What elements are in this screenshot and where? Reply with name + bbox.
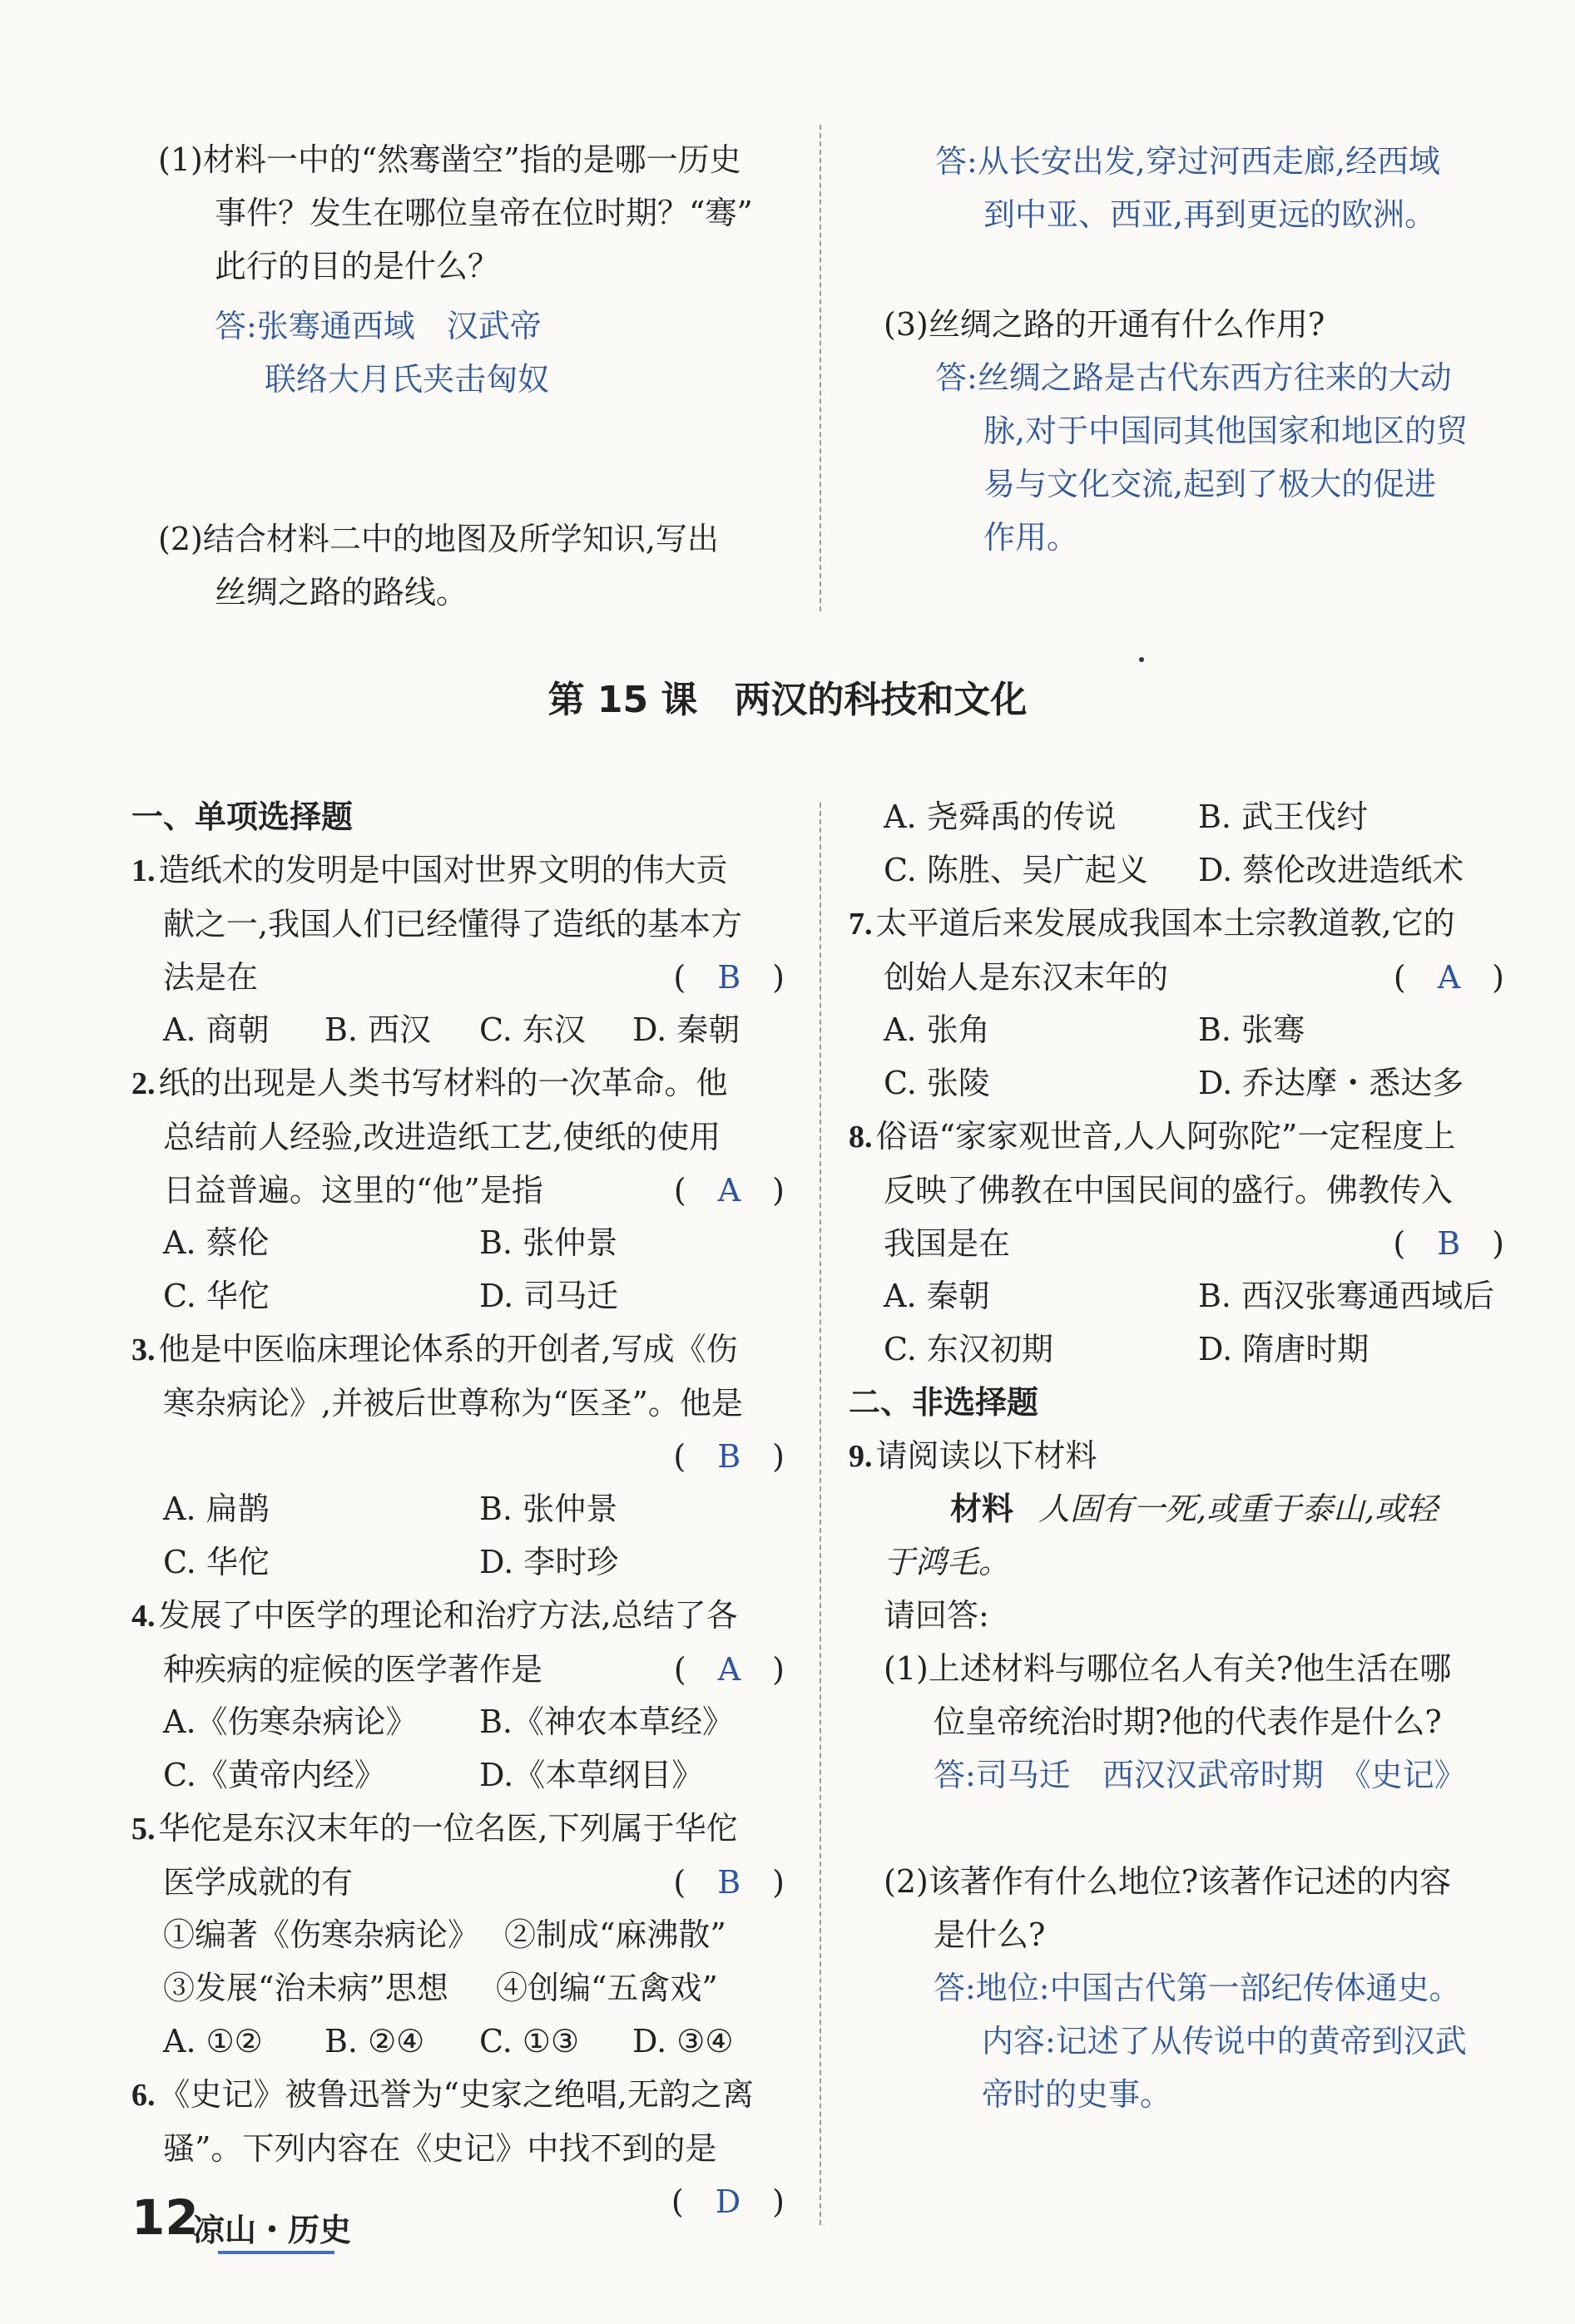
question-5	[131, 1802, 785, 1909]
top-q3	[884, 298, 1325, 351]
option: A. 蔡伦	[163, 1224, 270, 1261]
option: C. 东汉初期	[884, 1331, 1053, 1367]
question-text: 骚”。下列内容在《史记》中找不到的是	[163, 2130, 717, 2167]
answer-paren: ( B )	[673, 1438, 785, 1475]
option: D. 秦朝	[632, 1011, 740, 1048]
question-text: 他是中医临床理论体系的开创者,写成《伤	[158, 1331, 738, 1367]
answer-line: 答:地位:中国古代第一部纪传体通史。	[934, 1970, 1461, 2006]
question-text: 日益普遍。这里的“他”是指	[163, 1172, 543, 1209]
question-text: 医学成就的有	[163, 1864, 354, 1901]
question-text: 种疾病的症候的医学著作是	[163, 1651, 543, 1688]
option: B. 张仲景	[479, 1491, 618, 1527]
question-number: 5.	[131, 1812, 156, 1847]
option: B. 张骞	[1198, 1011, 1305, 1048]
option: C. 华佗	[163, 1544, 270, 1580]
option: B. 西汉张骞通西域后	[1198, 1278, 1495, 1314]
sub-question-1-answer: 答:司马迁 西汉汉武帝时期 《史记》	[934, 1757, 1466, 1793]
answer-letter: B	[717, 1864, 741, 1901]
option: A. 扁鹊	[163, 1491, 270, 1527]
option: C. 东汉	[479, 1011, 586, 1048]
sub-question-line: (1)上述材料与哪位名人有关?他生活在哪	[884, 1650, 1452, 1687]
sub-question-line: 是什么?	[934, 1916, 1046, 1953]
statement: ③发展“治未病”思想	[163, 1970, 448, 2006]
answer-line: 帝时的史事。	[982, 2076, 1172, 2113]
question-number: 1.	[131, 853, 156, 888]
sub-question-2	[884, 1855, 1451, 1961]
question-number: 3.	[131, 1333, 156, 1367]
top-q1-line: 此行的目的是什么？	[215, 248, 500, 284]
answer-paren: ( B )	[673, 1864, 785, 1901]
answer-letter: A	[1437, 959, 1461, 996]
option: D. 蔡伦改进造纸术	[1198, 852, 1464, 888]
option: A. 秦朝	[884, 1278, 990, 1314]
answer-line: 答:张骞通西域 汉武帝	[215, 308, 542, 344]
question-number: 9.	[849, 1439, 873, 1474]
option: B. ②④	[324, 2023, 425, 2059]
statement: ④创编“五禽戏”	[496, 1970, 718, 2006]
answer-paren: ( B )	[1393, 1225, 1504, 1262]
answer-line: 内容:记述了从传说中的黄帝到汉武	[982, 2023, 1467, 2059]
answer-line: 脉,对于中国同其他国家和地区的贸	[983, 413, 1469, 449]
question-text: 请阅读以下材料	[875, 1437, 1097, 1474]
answer-line: 作用。	[983, 519, 1079, 556]
question-text: 总结前人经验,改进造纸工艺,使纸的使用	[163, 1119, 721, 1155]
answer-paren: ( A )	[673, 1172, 785, 1209]
answer-line: 联络大月氏夹击匈奴	[265, 361, 550, 398]
footer-underline	[218, 2251, 334, 2254]
sub-question-1	[884, 1642, 1451, 1748]
option: A. 张角	[884, 1011, 990, 1048]
material-text: 于鸿毛。	[884, 1544, 1011, 1580]
sub-question-line: (2)该著作有什么地位?该著作记述的内容	[884, 1863, 1452, 1900]
question-text: 寒杂病论》,并被后世尊称为“医圣”。他是	[163, 1385, 743, 1422]
option: D.《本草纲目》	[479, 1757, 704, 1793]
answer-paren: ( A )	[1393, 959, 1504, 996]
question-text: 献之一,我国人们已经懂得了造纸的基本方	[163, 906, 743, 942]
material-text: 人固有一死,或重于泰山,或轻	[1038, 1491, 1439, 1527]
answer-paren: ( A )	[673, 1651, 785, 1688]
option: B. 张仲景	[479, 1224, 618, 1261]
top-q2-answer	[935, 135, 1440, 241]
answer-letter: B	[1437, 1225, 1461, 1262]
answer-letter: D	[715, 2183, 741, 2220]
option: D. 隋唐时期	[1198, 1331, 1369, 1367]
answer-line: 到中亚、西亚,再到更远的欧洲。	[983, 196, 1437, 233]
question-number: 8.	[849, 1120, 873, 1155]
answer-letter: B	[717, 959, 741, 996]
question-text: 创始人是东汉末年的	[884, 959, 1169, 996]
question-9	[849, 1429, 1097, 1483]
option: D. 司马迁	[479, 1278, 619, 1314]
question-text: 发展了中医学的理论和治疗方法,总结了各	[158, 1597, 738, 1634]
top-q2-line: 丝绸之路的路线。	[215, 574, 468, 611]
option: A. 商朝	[163, 1011, 270, 1048]
option: C. 华佗	[163, 1278, 270, 1314]
question-text: 华佗是东汉末年的一位名医,下列属于华佗	[158, 1810, 738, 1847]
question-text: 太平道后来发展成我国本土宗教道教,它的	[875, 905, 1455, 942]
top-q1-answer	[215, 299, 549, 406]
option: B.《神农本草经》	[479, 1703, 735, 1740]
question-number: 6.	[131, 2078, 156, 2113]
question-text: 俗语“家家观世音,人人阿弥陀”一定程度上	[875, 1118, 1456, 1155]
column-divider-bottom	[820, 803, 821, 2225]
statement: ②制成“麻沸散”	[504, 1916, 726, 1953]
question-3	[131, 1323, 785, 1483]
section-heading-single-choice: 一、单项选择题	[131, 799, 354, 835]
question-text: 纸的出现是人类书写材料的一次革命。他	[158, 1065, 728, 1101]
question-text: 造纸术的发明是中国对世界文明的伟大贡	[158, 852, 728, 888]
option: A. 尧舜禹的传说	[884, 799, 1117, 835]
top-q1-line: (1)材料一中的“然骞凿空”指的是哪一历史	[158, 141, 741, 178]
question-text: 法是在	[163, 959, 259, 996]
statement: ①编著《伤寒杂病论》	[163, 1916, 480, 1953]
material-block	[884, 1482, 1438, 1589]
top-q3-line: (3)丝绸之路的开通有什么作用?	[884, 306, 1325, 343]
answer-letter: B	[717, 1438, 741, 1475]
option: D. 乔达摩・悉达多	[1198, 1065, 1464, 1101]
question-1	[131, 843, 785, 1004]
answer-line: 答:从长安出发,穿过河西走廊,经西域	[935, 143, 1440, 180]
top-q2-line: (2)结合材料二中的地图及所学知识,写出	[158, 521, 719, 557]
answer-letter: A	[717, 1172, 741, 1209]
option: D. ③④	[632, 2023, 734, 2059]
question-2	[131, 1056, 785, 1217]
answer-letter: A	[717, 1651, 741, 1688]
footer-label: 凉山・历史	[193, 2212, 352, 2248]
column-divider-top	[820, 125, 821, 611]
question-number: 2.	[131, 1066, 156, 1101]
option: A. ①②	[163, 2023, 263, 2059]
sub-question-line: 位皇帝统治时期?他的代表作是什么?	[934, 1703, 1442, 1740]
page-number: 12	[131, 2189, 199, 2246]
section-heading-non-choice: 二、非选择题	[849, 1384, 1039, 1421]
top-q3-answer	[935, 351, 1468, 564]
option: B. 西汉	[324, 1011, 432, 1048]
option: B. 武王伐纣	[1198, 799, 1369, 835]
option: C.《黄帝内经》	[163, 1757, 386, 1793]
top-q2	[158, 512, 719, 619]
option: C. 陈胜、吴广起义	[884, 852, 1148, 888]
top-q1-line: 事件？发生在哪位皇帝在位时期？“骞”	[215, 195, 753, 231]
option: C. 张陵	[884, 1065, 990, 1101]
ink-dot	[1139, 657, 1144, 662]
sub-question-2-answer	[934, 1961, 1467, 2121]
question-8	[849, 1110, 1504, 1270]
option: C. ①③	[479, 2023, 580, 2059]
prompt: 请回答:	[884, 1597, 989, 1634]
question-4	[131, 1589, 785, 1696]
question-text: 我国是在	[884, 1225, 1011, 1262]
question-text: 《史记》被鲁迅誉为“史家之绝唱,无韵之离	[158, 2076, 755, 2113]
question-7	[849, 897, 1504, 1004]
answer-paren: ( D )	[671, 2183, 785, 2220]
top-q1	[158, 133, 753, 293]
option: D. 李时珍	[479, 1544, 619, 1580]
question-number: 4.	[131, 1599, 156, 1634]
option: A.《伤寒杂病论》	[163, 1703, 418, 1740]
answer-line: 答:丝绸之路是古代东西方往来的大动	[935, 359, 1452, 396]
question-text: 反映了佛教在中国民间的盛行。佛教传入	[884, 1172, 1454, 1209]
answer-paren: ( B )	[673, 959, 785, 996]
material-label: 材料	[950, 1491, 1014, 1527]
answer-line: 易与文化交流,起到了极大的促进	[983, 466, 1437, 502]
lesson-title: 第 15 课 两汉的科技和文化	[547, 679, 1028, 721]
question-number: 7.	[849, 907, 873, 942]
